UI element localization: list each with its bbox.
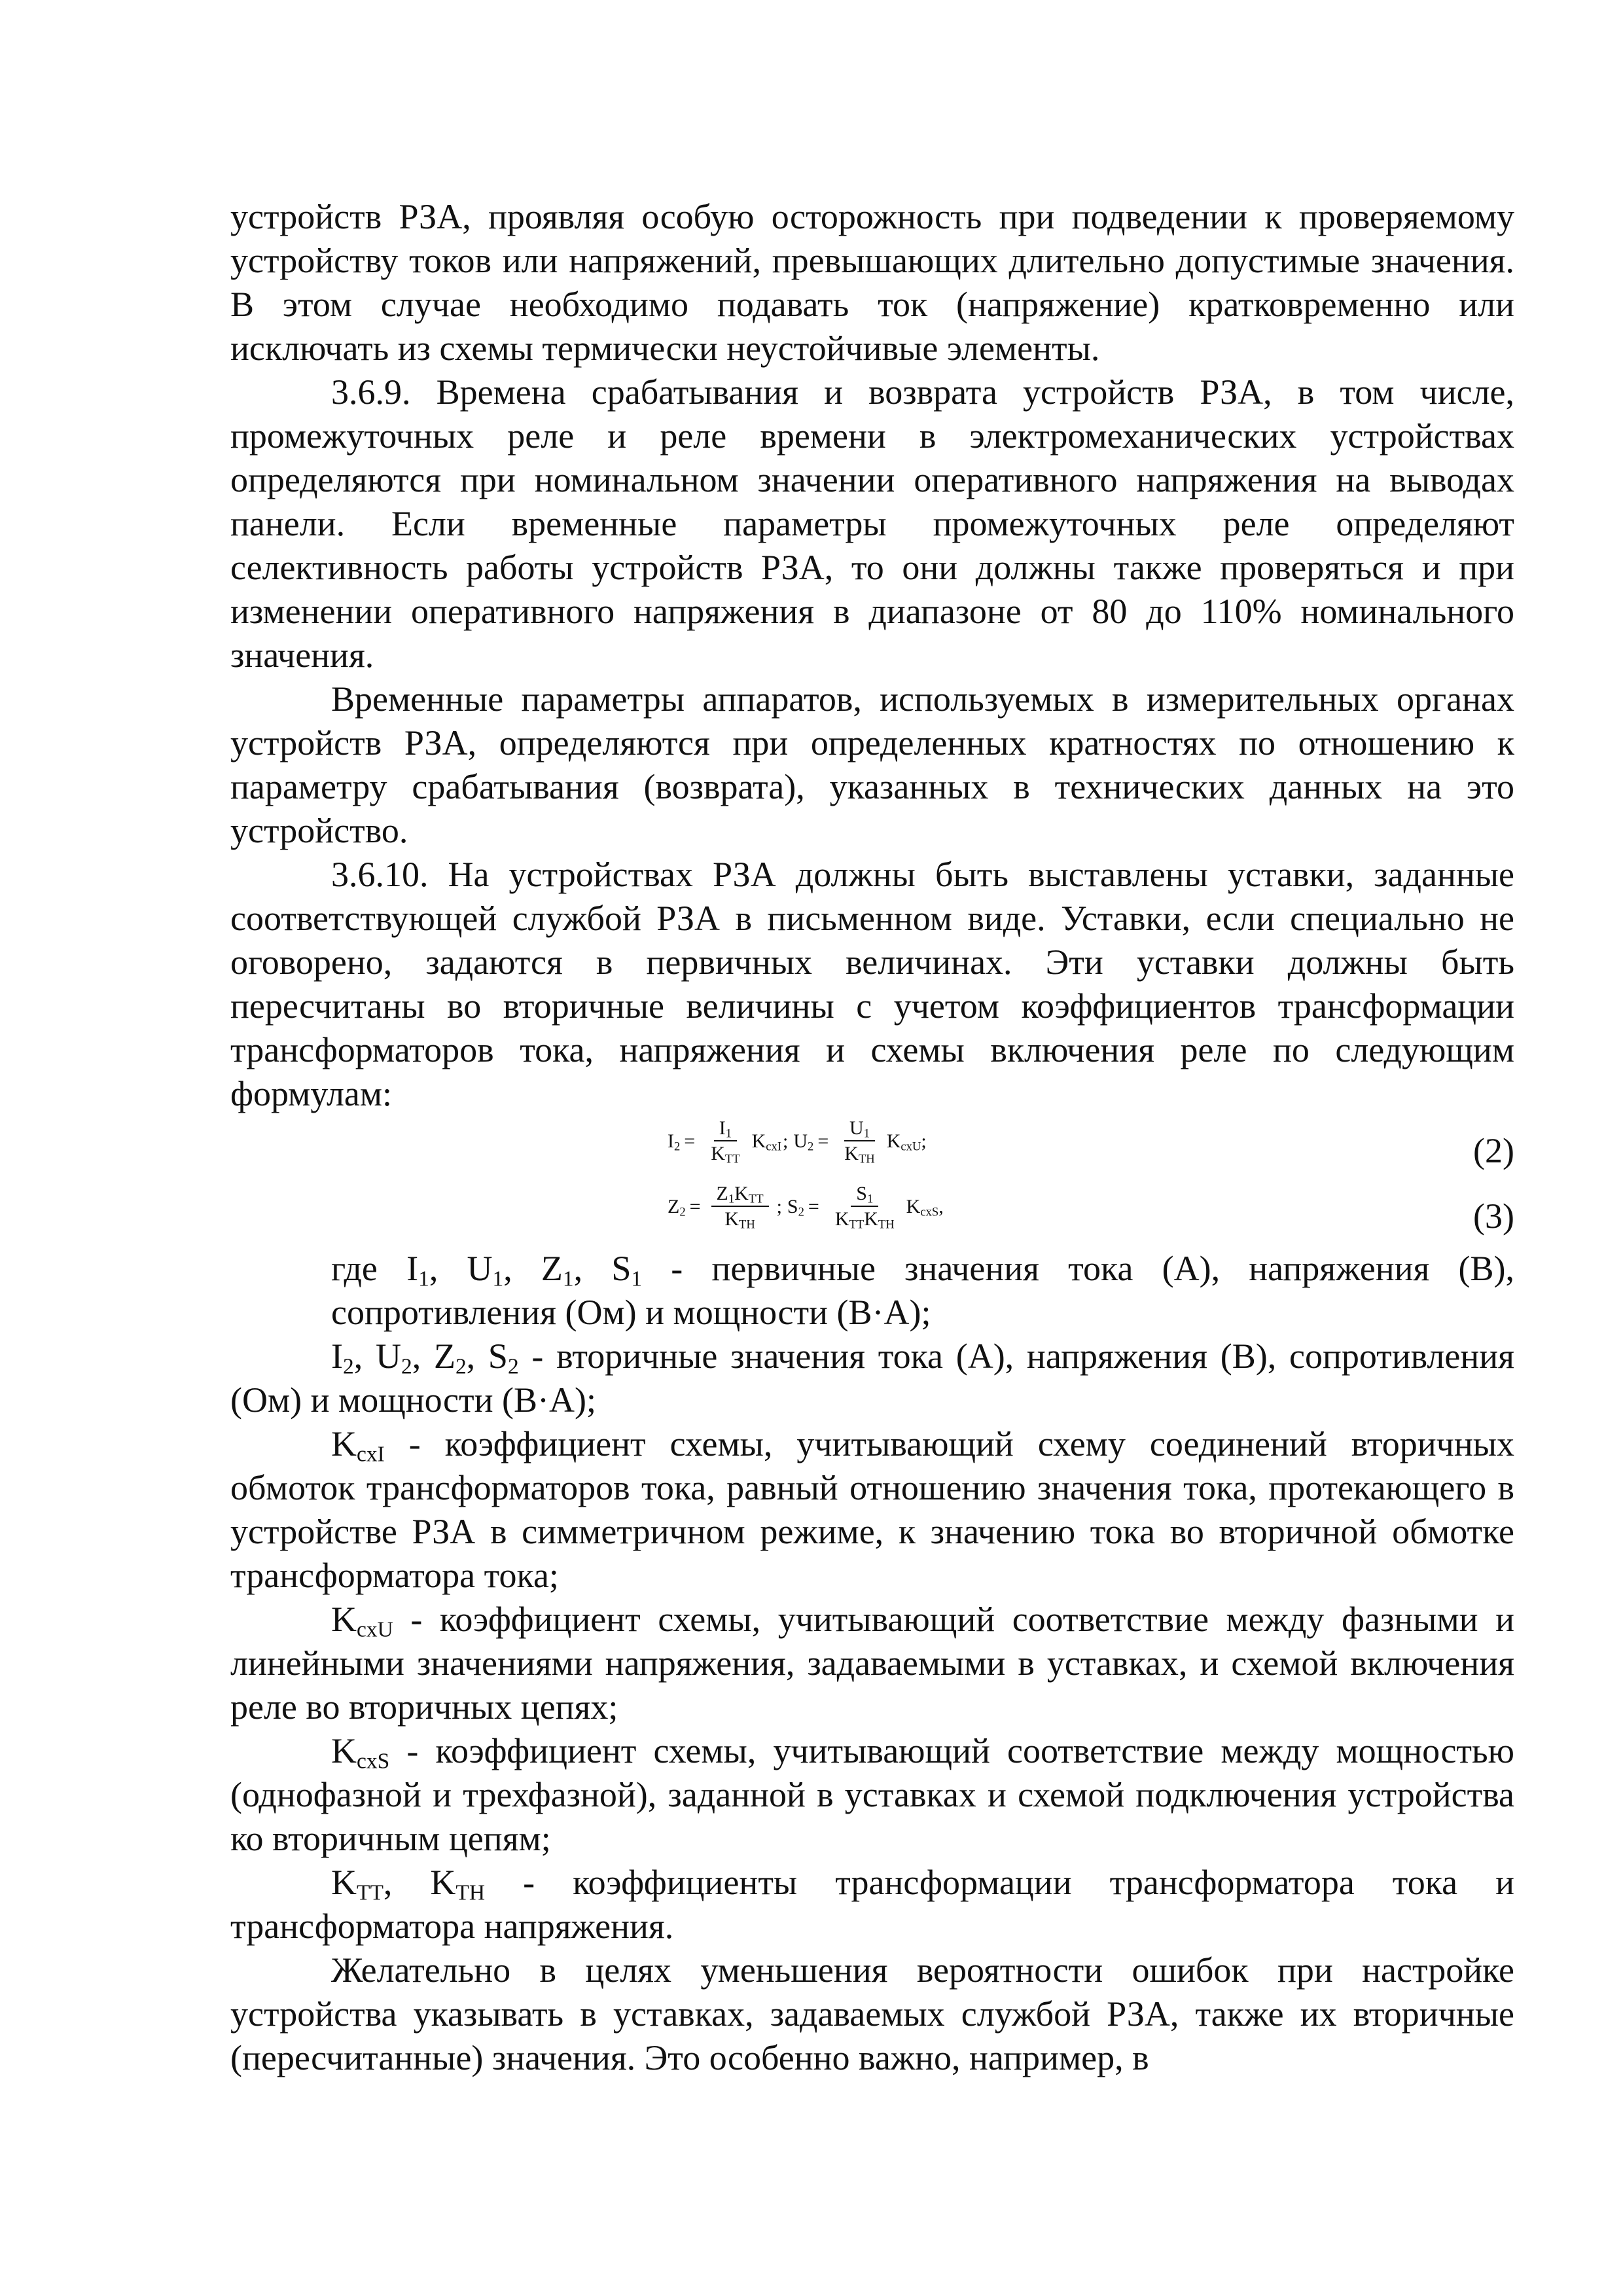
f2-coef1: $K_{cxI}$ (751, 1130, 782, 1154)
f3-eq1: = (689, 1195, 701, 1217)
f2-eq1: = (684, 1130, 696, 1152)
text-body (230, 195, 1514, 2080)
paragraph-time-parameters: Временные параметры аппаратов, используемых в измерительных органах устройств РЗА, определяются при определенных кратностях по отношению к параметру срабатывания (возврата), указанных в технических данных на это устройство. (230, 679, 1514, 850)
paragraph-3-6-9: 3.6.9. Времена срабатывания и возврата устройств РЗА, в том числе, промежуточных реле и реле времени в электромеханических устройствах определяются при номинальном значении оперативного напряжения на выводах панели. Если временные параметры промежуточных реле определяют селективность работы устройств РЗА, то они должны также проверяться и при изменении оперативного напряжения в диапазоне от 80 до 110% номинального значения. (230, 372, 1514, 675)
definition-ktt-kth: $K_{TT}$, $K_{TH}$ - коэффициенты трансформации трансформатора тока и трансформатора напряжения. (230, 1863, 1515, 1946)
f2-coef2: $K_{cxU}$ (886, 1130, 921, 1154)
definition-kcxu: $K_{cxU}$ - коэффициент схемы, учитывающий соответствие между фазными и линейными значениями напряжения, задаваемыми в уставках, и схемой включения реле во вторичных цепях; (230, 1600, 1514, 1727)
formula-3-expression (668, 1183, 944, 1232)
f2-sep: ; (783, 1130, 789, 1152)
equation-number-2: (2) (1473, 1131, 1514, 1170)
f2-lhs1: I (668, 1130, 674, 1152)
f3-coef: $K_{cxS}$ (906, 1195, 939, 1219)
f2-eq2: = (817, 1130, 829, 1152)
f3-sep: ; (776, 1195, 782, 1217)
definition-secondary-values: $I_2$, $U_2$, $Z_2$, $S_2$ - вторичные значения тока (А), напряжения (В), сопротивления (Ом) и мощности (В·А); (230, 1336, 1514, 1420)
formula-2-expression: $I_2$ = $\frac{I_1}{K_{TT}}$ $K_{cxI}$ ; $U_2$ = $\frac{U_1}{K_{TH}}$ $K_{cxU}$ ; (668, 1117, 927, 1166)
f3-end: , (938, 1195, 944, 1217)
f2-fraction-1: $\frac{I_1}{K_{TT}}$ (711, 1117, 740, 1166)
paragraph-3-6-10: 3.6.10. На устройствах РЗА должны быть выставлены уставки, заданные соответствующей службой РЗА в письменном виде. Уставки, если специально не оговорено, задаются в первичных величинах. Эти уставки должны быть пересчитаны во вторичные величины с учетом коэффициентов трансформации трансформаторов тока, напряжения и схемы включения реле по следующим формулам: (230, 855, 1514, 1113)
f3-lhs1: $Z_2$ (668, 1195, 686, 1219)
f3-fraction-2: $\frac{S_1}{K_{TT}K_{TH}}$ (834, 1183, 895, 1232)
f2-lhs2: $U_2$ (793, 1130, 814, 1154)
f2-end: ; (921, 1130, 927, 1152)
f2-fraction-2: $\frac{U_1}{K_{TH}}$ (844, 1117, 875, 1166)
formula-2 (230, 1116, 1514, 1181)
f3-lhs2: $S_2$ (787, 1195, 804, 1219)
paragraph-continuation: устройств РЗА, проявляя особую осторожность при подведении к проверяемому устройству токов или напряжений, превышающих длительно допустимые значения. В этом случае необходимо подавать ток (напряжение) кратковременно или исключать из схемы термически неустойчивые элементы. (230, 197, 1514, 368)
equation-number-3: (3) (1473, 1196, 1514, 1236)
f3-fraction-1: $\frac{Z_1K_{TT}}{K_{TH}}$ (711, 1184, 769, 1229)
definition-primary-values: где $I_1$, $U_1$, $Z_1$, $S_1$ - первичные значения тока (А), напряжения (В), сопротивления (Ом) и мощности (В·А); (331, 1249, 1514, 1332)
definition-kcxs: $K_{cxS}$ - коэффициент схемы, учитывающий соответствие между мощностью (однофазной и трехфазной), заданной в уставках и схемой подключения устройства ко вторичным цепям; (230, 1731, 1514, 1858)
f3-eq2: = (808, 1195, 819, 1217)
formula-3 (230, 1181, 1514, 1247)
paragraph-recommendation: Желательно в целях уменьшения вероятности ошибок при настройке устройства указывать в уставках, задаваемых службой РЗА, также их вторичные (пересчитанные) значения. Это особенно важно, например, в (230, 1950, 1514, 2077)
definition-kcxi: $K_{cxI}$ - коэффициент схемы, учитывающий схему соединений вторичных обмоток трансформаторов тока, равный отношению значения тока, протекающего в устройстве РЗА в симметричном режиме, к значению тока во вторичной обмотке трансформатора тока; (230, 1424, 1514, 1595)
